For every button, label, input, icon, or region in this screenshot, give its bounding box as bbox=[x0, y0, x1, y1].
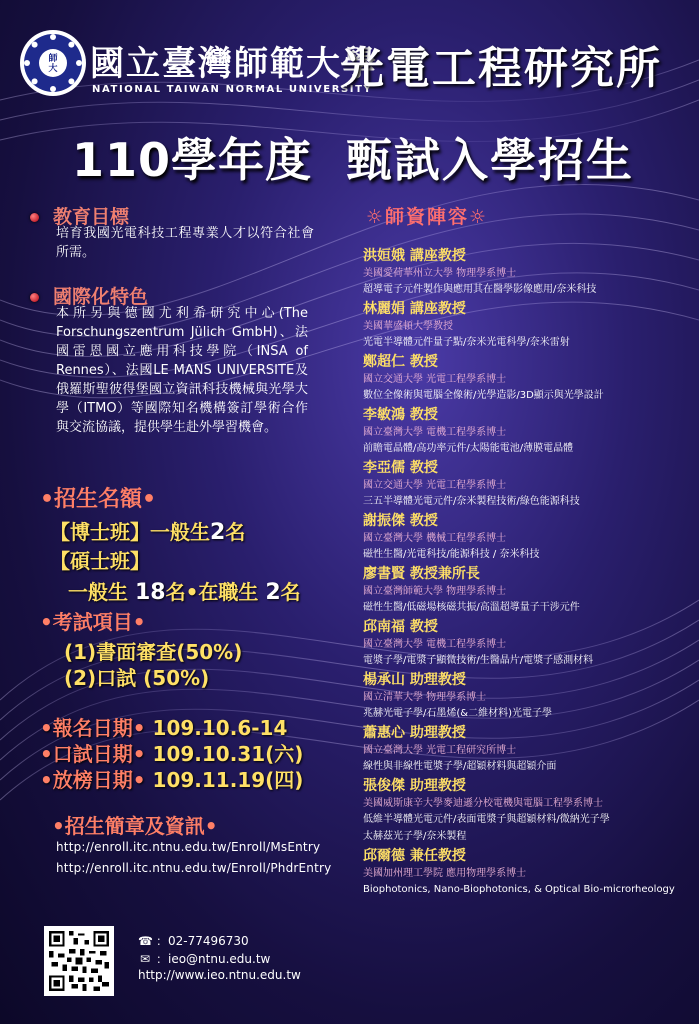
faculty-education: 美國威斯康辛大學麥迪遜分校電機與電腦工程學系博士 bbox=[363, 798, 603, 809]
faculty-name: 張俊傑 助理教授 bbox=[363, 778, 466, 794]
contact-email[interactable]: ✉ ：ieo@ntnu.edu.tw bbox=[139, 952, 271, 966]
university-name-zh: 國立臺灣師範大學 bbox=[90, 44, 378, 84]
faculty-name: 楊承山 助理教授 bbox=[363, 672, 466, 688]
faculty-field: 超導電子元件製作與應用其在醫學影像應用/奈米科技 bbox=[363, 284, 597, 295]
register-date: •報名日期• 109.10.6-14 bbox=[40, 716, 288, 740]
bullet-icon bbox=[30, 293, 39, 302]
faculty-item bbox=[363, 617, 693, 669]
faculty-field: 線性與非線性電漿子學/超穎材料與超穎介面 bbox=[363, 761, 557, 772]
faculty-field: 低維半導體光電元件/表面電漿子與超穎材料/微納光子學 bbox=[363, 814, 610, 825]
faculty-education: 國立臺灣大學 電機工程學系博士 bbox=[363, 427, 507, 438]
goals-heading: 教育目標 bbox=[30, 202, 129, 229]
intl-heading: 國際化特色 bbox=[30, 282, 148, 309]
exam-item-document-review: (1)書面審查(50%) bbox=[64, 640, 243, 664]
faculty-education: 國立清華大學 物理學系博士 bbox=[363, 692, 487, 703]
exam-items-heading: •考試項目• bbox=[40, 610, 146, 634]
university-seal-logo bbox=[18, 28, 88, 98]
quota-phd: 【博士班】一般生2名 bbox=[50, 520, 246, 545]
faculty-name: 廖書賢 教授兼所長 bbox=[363, 566, 480, 582]
faculty-name: 邱南福 教授 bbox=[363, 619, 438, 635]
faculty-item bbox=[363, 723, 693, 775]
faculty-education: 美國華盛頓大學教授 bbox=[363, 321, 453, 332]
faculty-field: 磁性生醫/光電科技/能源科技 / 奈米科技 bbox=[363, 549, 540, 560]
faculty-field: 太赫茲光子學/奈米製程 bbox=[363, 831, 467, 842]
svg-text:大: 大 bbox=[48, 64, 58, 74]
exam-item-oral: (2)口試 (50%) bbox=[64, 666, 210, 690]
faculty-education: 國立交通大學 光電工程學系博士 bbox=[363, 374, 507, 385]
telephone-icon: ☎ bbox=[138, 934, 153, 948]
website-link[interactable]: http://www.ieo.ntnu.edu.tw bbox=[138, 968, 301, 982]
faculty-item bbox=[363, 564, 693, 616]
quota-ms: 一般生 18名•在職生 2名 bbox=[68, 580, 301, 605]
faculty-list bbox=[363, 246, 693, 899]
exam-title: 甄試入學招生 bbox=[346, 133, 634, 187]
faculty-name: 鄭超仁 教授 bbox=[363, 354, 438, 370]
quota-heading: •招生名額• bbox=[40, 487, 157, 512]
faculty-item bbox=[363, 776, 693, 845]
faculty-education: 國立臺灣大學 機械工程學系博士 bbox=[363, 533, 507, 544]
faculty-name: 蕭惠心 助理教授 bbox=[363, 725, 466, 741]
faculty-field: 數位全像術與電腦全像術/光學造影/3D顯示與光學設計 bbox=[363, 390, 604, 401]
faculty-item bbox=[363, 246, 693, 298]
result-date: •放榜日期• 109.11.19(四) bbox=[40, 768, 304, 792]
faculty-name: 林麗娟 講座教授 bbox=[363, 301, 466, 317]
faculty-field: 磁性生醫/低磁場核磁共振/高溫超導量子干涉元件 bbox=[363, 602, 580, 613]
faculty-item bbox=[363, 458, 693, 510]
qr-code-icon bbox=[44, 926, 114, 996]
faculty-education: 國立交通大學 光電工程學系博士 bbox=[363, 480, 507, 491]
faculty-item bbox=[363, 352, 693, 404]
faculty-education: 美國加州理工學院 應用物理學系博士 bbox=[363, 868, 527, 879]
faculty-item bbox=[363, 846, 693, 898]
bullet-icon bbox=[30, 213, 39, 222]
contact-phone: ☎ ：02-77496730 bbox=[138, 934, 249, 948]
faculty-field: 前瞻電晶體/高功率元件/太陽能電池/薄膜電晶體 bbox=[363, 443, 574, 454]
poster-header bbox=[18, 28, 688, 188]
envelope-icon: ✉ bbox=[139, 952, 151, 966]
faculty-education: 國立臺灣大學 電機工程學系博士 bbox=[363, 639, 507, 650]
faculty-education: 美國愛荷華州立大學 物理學系博士 bbox=[363, 268, 517, 279]
faculty-education: 國立臺灣師範大學 物理學系博士 bbox=[363, 586, 507, 597]
faculty-item bbox=[363, 511, 693, 563]
faculty-item bbox=[363, 405, 693, 457]
faculty-item bbox=[363, 299, 693, 351]
university-name-en: NATIONAL TAIWAN NORMAL UNIVERSITY bbox=[92, 84, 373, 95]
institute-title: 光電工程研究所 bbox=[340, 43, 662, 94]
ms-entry-link[interactable]: http://enroll.itc.ntnu.edu.tw/Enroll/MsEntry bbox=[56, 840, 321, 854]
faculty-name: 謝振傑 教授 bbox=[363, 513, 438, 529]
faculty-name: 洪姮娥 講座教授 bbox=[363, 248, 466, 264]
faculty-name: 李敏鴻 教授 bbox=[363, 407, 438, 423]
faculty-field: 兆赫光電子學/石墨烯(&二維材料)光電子學 bbox=[363, 708, 552, 719]
faculty-name: 邱爾德 兼任教授 bbox=[363, 848, 466, 864]
faculty-name: 李亞儒 教授 bbox=[363, 460, 438, 476]
oral-date: •口試日期• 109.10.31(六) bbox=[40, 742, 304, 766]
quota-ms-label: 【碩士班】 bbox=[50, 549, 150, 573]
faculty-heading: ☼師資陣容☼ bbox=[366, 206, 489, 228]
info-heading: •招生簡章及資訊• bbox=[52, 814, 218, 838]
svg-text:師: 師 bbox=[48, 54, 58, 64]
intl-text: 本所另與德國尤利希研究中心(The Forschungszentrum Jülich GmbH)、法國雷恩國立應用科技學院（INSA of Rennes）、法國LE MANS UNIVERSITE及俄羅斯聖彼得堡國立資訊科技機械與光學大學（ITMO）等國際知名機構簽訂學術合作與交流協議，提供學生赴外學習機會。 bbox=[56, 306, 308, 435]
academic-year-title: 110學年度 bbox=[72, 133, 313, 187]
faculty-field: 電漿子學/電漿子顯微技術/生醫晶片/電漿子感測材料 bbox=[363, 655, 594, 666]
phd-entry-link[interactable]: http://enroll.itc.ntnu.edu.tw/Enroll/PhdrEntry bbox=[56, 861, 332, 875]
faculty-field: 三五半導體光電元件/奈米製程技術/綠色能源科技 bbox=[363, 496, 580, 507]
faculty-field: 光電半導體元件量子點/奈米光電科學/奈米雷射 bbox=[363, 337, 570, 348]
faculty-item bbox=[363, 670, 693, 722]
faculty-education: 國立臺灣大學 光電工程研究所博士 bbox=[363, 745, 517, 756]
goals-text: 培育我國光電科技工程專業人才以符合社會所需。 bbox=[56, 226, 314, 260]
faculty-field: Biophotonics, Nano-Biophotonics, & Optical Bio-microrheology bbox=[363, 884, 675, 895]
